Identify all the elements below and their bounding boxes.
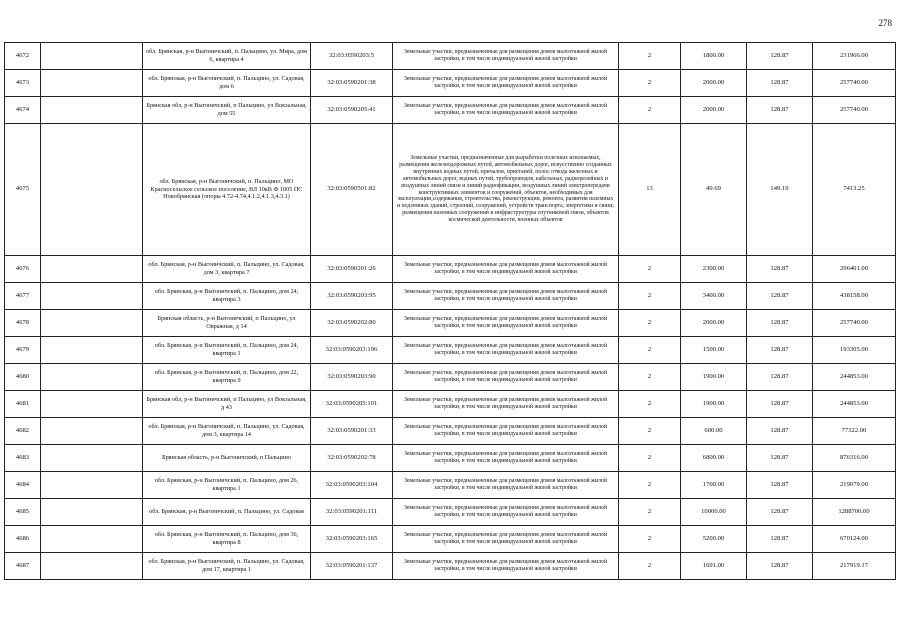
land-use-purpose-cell: Земельные участки, предназначенные для размещения домов малоэтажной жилой застройки, в том числе индивидуальной жилой застройки bbox=[393, 310, 619, 337]
area-cell: 3400.00 bbox=[681, 283, 747, 310]
cadastral-value-cell: 219079.00 bbox=[813, 472, 896, 499]
specific-value-cell: 128.87 bbox=[747, 364, 813, 391]
cadastral-value-cell: 257740.00 bbox=[813, 97, 896, 124]
cadastral-value-cell: 876316.00 bbox=[813, 445, 896, 472]
cadastral-value-cell: 244853.00 bbox=[813, 364, 896, 391]
specific-value-cell: 128.87 bbox=[747, 310, 813, 337]
record-number-cell: 4687 bbox=[5, 553, 41, 580]
address-cell: обл. Брянская, р-н Выгоничский, п. Пальцино, дом 36, квартира 8 bbox=[143, 526, 311, 553]
spacer-cell bbox=[41, 43, 143, 70]
cadastral-number-cell: 32:03:0590203:196 bbox=[311, 337, 393, 364]
use-group-cell: 2 bbox=[619, 310, 681, 337]
record-number-cell: 4682 bbox=[5, 418, 41, 445]
table-row bbox=[5, 43, 896, 70]
record-number-cell: 4680 bbox=[5, 364, 41, 391]
land-use-purpose-cell: Земельные участки, предназначенные для разработки полезных ископаемых, размещения железнодорожных путей, автомобильных дорог, искусственно созданных внутренних водных путей, причалов, пристаней, полос отвода железных и автомобильных дорог, водных путей, трубопроводов, кабельных, радиорелейных и воздушных линий связи и линий радиофикации, воздушных линий электропередачи конструктивных элементов и сооружений, объектов, необходимых для эксплуатации,содержания, строительства, реконструкции, ремонта, развития наземных и подземных зданий, строений, сооружений, устройств транспорта, энергетики и связи; размещения наземных сооружений и инфраструктуры спутниковой связи, объектов космической деятельности, военных объектов bbox=[393, 124, 619, 256]
use-group-cell: 13 bbox=[619, 124, 681, 256]
table-body bbox=[5, 43, 896, 580]
cadastral-number-cell: 32:03:0590202:80 bbox=[311, 310, 393, 337]
table-row bbox=[5, 124, 896, 256]
cadastral-number-cell: 32:03:0590201:111 bbox=[311, 499, 393, 526]
table-row bbox=[5, 283, 896, 310]
spacer-cell bbox=[41, 391, 143, 418]
table-row bbox=[5, 337, 896, 364]
record-number-cell: 4686 bbox=[5, 526, 41, 553]
area-cell: 2000.00 bbox=[681, 70, 747, 97]
address-cell: обл. Брянская, р-н Выгоничский, п. Пальцино, дом 26, квартира 1 bbox=[143, 472, 311, 499]
cadastral-value-cell: 77322.00 bbox=[813, 418, 896, 445]
specific-value-cell: 128.87 bbox=[747, 445, 813, 472]
table-row bbox=[5, 553, 896, 580]
specific-value-cell: 128.87 bbox=[747, 553, 813, 580]
record-number-cell: 4673 bbox=[5, 70, 41, 97]
cadastral-value-cell: 193305.00 bbox=[813, 337, 896, 364]
record-number-cell: 4676 bbox=[5, 256, 41, 283]
address-cell: Брянская обл, р-н Выгоничский, п Пальцино, ул Вокзальная, дом 55 bbox=[143, 97, 311, 124]
address-cell: обл. Брянская, р-н Выгоничский, п. Пальцино, ул. Садовая, дом 3, квартира 14 bbox=[143, 418, 311, 445]
table-row bbox=[5, 310, 896, 337]
area-cell: 2300.00 bbox=[681, 256, 747, 283]
record-number-cell: 4685 bbox=[5, 499, 41, 526]
cadastral-value-cell: 7413.25 bbox=[813, 124, 896, 256]
land-use-purpose-cell: Земельные участки, предназначенные для размещения домов малоэтажной жилой застройки, в том числе индивидуальной жилой застройки bbox=[393, 526, 619, 553]
area-cell: 10000.00 bbox=[681, 499, 747, 526]
use-group-cell: 2 bbox=[619, 472, 681, 499]
land-use-purpose-cell: Земельные участки, предназначенные для размещения домов малоэтажной жилой застройки, в том числе индивидуальной жилой застройки bbox=[393, 337, 619, 364]
spacer-cell bbox=[41, 499, 143, 526]
cadastral-value-cell: 244853.00 bbox=[813, 391, 896, 418]
land-use-purpose-cell: Земельные участки, предназначенные для размещения домов малоэтажной жилой застройки, в том числе индивидуальной жилой застройки bbox=[393, 499, 619, 526]
cadastral-value-cell: 670124.00 bbox=[813, 526, 896, 553]
spacer-cell bbox=[41, 310, 143, 337]
table-row bbox=[5, 364, 896, 391]
table-row bbox=[5, 70, 896, 97]
land-use-purpose-cell: Земельные участки, предназначенные для размещения домов малоэтажной жилой застройки, в том числе индивидуальной жилой застройки bbox=[393, 256, 619, 283]
spacer-cell bbox=[41, 256, 143, 283]
address-cell: Брянская область, р-н Выгоничский, п Пальцино bbox=[143, 445, 311, 472]
area-cell: 1800.00 bbox=[681, 43, 747, 70]
specific-value-cell: 128.87 bbox=[747, 283, 813, 310]
table-row bbox=[5, 256, 896, 283]
specific-value-cell: 128.87 bbox=[747, 256, 813, 283]
record-number-cell: 4681 bbox=[5, 391, 41, 418]
cadastral-number-cell: 32:03:0590203:90 bbox=[311, 364, 393, 391]
cadastral-number-cell: 32:03:0590203:95 bbox=[311, 283, 393, 310]
address-cell: обл. Брянская, р-н Выгоничский, п. Пальцино, ул. Садовая, дом 3, квартира 7 bbox=[143, 256, 311, 283]
address-cell: Брянская обл, р-н Выгоничский, п Пальцино, ул Вокзальная, д 43 bbox=[143, 391, 311, 418]
spacer-cell bbox=[41, 553, 143, 580]
cadastral-number-cell: 32:03:0590205:41 bbox=[311, 97, 393, 124]
cadastral-number-cell: 32:03:0590205:101 bbox=[311, 391, 393, 418]
cadastral-number-cell: 32:03:0590203:5 bbox=[311, 43, 393, 70]
spacer-cell bbox=[41, 472, 143, 499]
cadastral-value-cell: 1288700.00 bbox=[813, 499, 896, 526]
cadastral-value-cell: 296401.00 bbox=[813, 256, 896, 283]
address-cell: Брянская область, р-н Выгоничский, п Пальцино, ул Овражная, д 14 bbox=[143, 310, 311, 337]
area-cell: 1700.00 bbox=[681, 472, 747, 499]
area-cell: 2000.00 bbox=[681, 310, 747, 337]
land-use-purpose-cell: Земельные участки, предназначенные для размещения домов малоэтажной жилой застройки, в том числе индивидуальной жилой застройки bbox=[393, 43, 619, 70]
record-number-cell: 4684 bbox=[5, 472, 41, 499]
cadastral-number-cell: 32:03:0590501:82 bbox=[311, 124, 393, 256]
land-use-purpose-cell: Земельные участки, предназначенные для размещения домов малоэтажной жилой застройки, в том числе индивидуальной жилой застройки bbox=[393, 283, 619, 310]
address-cell: обл. Брянская, р-н Выгоничский, п. Пальцино, дом 24, квартира 1 bbox=[143, 337, 311, 364]
spacer-cell bbox=[41, 97, 143, 124]
cadastral-value-cell: 217919.17 bbox=[813, 553, 896, 580]
area-cell: 1691.00 bbox=[681, 553, 747, 580]
area-cell: 5200.00 bbox=[681, 526, 747, 553]
specific-value-cell: 128.87 bbox=[747, 391, 813, 418]
area-cell: 49.69 bbox=[681, 124, 747, 256]
use-group-cell: 2 bbox=[619, 43, 681, 70]
cadastral-value-table bbox=[4, 42, 896, 580]
cadastral-number-cell: 32:03:0590202:78 bbox=[311, 445, 393, 472]
address-cell: обл. Брянская, р-н Выгоничский, п. Пальцино, ул. Садовая, дом 17, квартира 1 bbox=[143, 553, 311, 580]
spacer-cell bbox=[41, 418, 143, 445]
use-group-cell: 2 bbox=[619, 283, 681, 310]
land-use-purpose-cell: Земельные участки, предназначенные для размещения домов малоэтажной жилой застройки, в том числе индивидуальной жилой застройки bbox=[393, 445, 619, 472]
use-group-cell: 2 bbox=[619, 256, 681, 283]
record-number-cell: 4678 bbox=[5, 310, 41, 337]
spacer-cell bbox=[41, 70, 143, 97]
area-cell: 6800.00 bbox=[681, 445, 747, 472]
spacer-cell bbox=[41, 124, 143, 256]
record-number-cell: 4679 bbox=[5, 337, 41, 364]
specific-value-cell: 128.87 bbox=[747, 337, 813, 364]
specific-value-cell: 128.87 bbox=[747, 472, 813, 499]
use-group-cell: 2 bbox=[619, 337, 681, 364]
use-group-cell: 2 bbox=[619, 553, 681, 580]
specific-value-cell: 128.87 bbox=[747, 43, 813, 70]
cadastral-number-cell: 32:03:0590203:104 bbox=[311, 472, 393, 499]
cadastral-number-cell: 32:03:0590201:33 bbox=[311, 418, 393, 445]
land-use-purpose-cell: Земельные участки, предназначенные для размещения домов малоэтажной жилой застройки, в том числе индивидуальной жилой застройки bbox=[393, 364, 619, 391]
spacer-cell bbox=[41, 364, 143, 391]
page-number: 278 bbox=[878, 18, 892, 28]
use-group-cell: 2 bbox=[619, 499, 681, 526]
cadastral-value-cell: 257740.00 bbox=[813, 310, 896, 337]
table-row bbox=[5, 418, 896, 445]
use-group-cell: 2 bbox=[619, 418, 681, 445]
table-row bbox=[5, 499, 896, 526]
area-cell: 1900.00 bbox=[681, 364, 747, 391]
use-group-cell: 2 bbox=[619, 97, 681, 124]
cadastral-number-cell: 32:03:0590201:38 bbox=[311, 70, 393, 97]
record-number-cell: 4674 bbox=[5, 97, 41, 124]
specific-value-cell: 128.87 bbox=[747, 70, 813, 97]
specific-value-cell: 149.19 bbox=[747, 124, 813, 256]
land-use-purpose-cell: Земельные участки, предназначенные для размещения домов малоэтажной жилой застройки, в том числе индивидуальной жилой застройки bbox=[393, 391, 619, 418]
area-cell: 2000.00 bbox=[681, 97, 747, 124]
record-number-cell: 4672 bbox=[5, 43, 41, 70]
cadastral-value-cell: 438158.00 bbox=[813, 283, 896, 310]
area-cell: 1900.00 bbox=[681, 391, 747, 418]
address-cell: обл. Брянская, р-н Выгоничский, п. Пальцино, МО Красносельское сельское поселение, ВЛ 10кВ Ф 1005 ПС Новобрянская (опоры 4.72-4.74,4.1.2,4.1.3,4.3.1) bbox=[143, 124, 311, 256]
spacer-cell bbox=[41, 337, 143, 364]
table-row bbox=[5, 445, 896, 472]
specific-value-cell: 128.87 bbox=[747, 418, 813, 445]
use-group-cell: 2 bbox=[619, 391, 681, 418]
record-number-cell: 4675 bbox=[5, 124, 41, 256]
use-group-cell: 2 bbox=[619, 364, 681, 391]
spacer-cell bbox=[41, 283, 143, 310]
land-use-purpose-cell: Земельные участки, предназначенные для размещения домов малоэтажной жилой застройки, в том числе индивидуальной жилой застройки bbox=[393, 418, 619, 445]
land-use-purpose-cell: Земельные участки, предназначенные для размещения домов малоэтажной жилой застройки, в том числе индивидуальной жилой застройки bbox=[393, 472, 619, 499]
cadastral-value-cell: 231966.00 bbox=[813, 43, 896, 70]
address-cell: обл. Брянская, р-н Выгоничский, п. Пальцино, ул. Садовая bbox=[143, 499, 311, 526]
use-group-cell: 2 bbox=[619, 526, 681, 553]
cadastral-number-cell: 32:03:0590201:137 bbox=[311, 553, 393, 580]
use-group-cell: 2 bbox=[619, 70, 681, 97]
cadastral-value-cell: 257740.00 bbox=[813, 70, 896, 97]
spacer-cell bbox=[41, 526, 143, 553]
address-cell: обл. Брянская, р-н Выгоничский, п. Пальцино, ул. Садовая, дом 6 bbox=[143, 70, 311, 97]
record-number-cell: 4683 bbox=[5, 445, 41, 472]
table-row bbox=[5, 391, 896, 418]
table-row bbox=[5, 526, 896, 553]
address-cell: обл. Брянская, р-н Выгоничский, п. Пальцино, дом 24, квартира 3 bbox=[143, 283, 311, 310]
area-cell: 1500.00 bbox=[681, 337, 747, 364]
specific-value-cell: 128.87 bbox=[747, 526, 813, 553]
area-cell: 600.00 bbox=[681, 418, 747, 445]
cadastral-number-cell: 32:03:0590201:26 bbox=[311, 256, 393, 283]
table-row bbox=[5, 97, 896, 124]
specific-value-cell: 128.87 bbox=[747, 499, 813, 526]
address-cell: обл. Брянская, р-н Выгоничский, п. Пальцино, ул. Мира, дом 6, квартира 4 bbox=[143, 43, 311, 70]
address-cell: обл. Брянская, р-н Выгоничский, п. Пальцино, дом 22, квартира 9 bbox=[143, 364, 311, 391]
table-row bbox=[5, 472, 896, 499]
spacer-cell bbox=[41, 445, 143, 472]
cadastral-number-cell: 32:03:0590203:165 bbox=[311, 526, 393, 553]
land-use-purpose-cell: Земельные участки, предназначенные для размещения домов малоэтажной жилой застройки, в том числе индивидуальной жилой застройки bbox=[393, 97, 619, 124]
use-group-cell: 2 bbox=[619, 445, 681, 472]
record-number-cell: 4677 bbox=[5, 283, 41, 310]
land-use-purpose-cell: Земельные участки, предназначенные для размещения домов малоэтажной жилой застройки, в том числе индивидуальной жилой застройки bbox=[393, 70, 619, 97]
land-use-purpose-cell: Земельные участки, предназначенные для размещения домов малоэтажной жилой застройки, в том числе индивидуальной жилой застройки bbox=[393, 553, 619, 580]
specific-value-cell: 128.87 bbox=[747, 97, 813, 124]
